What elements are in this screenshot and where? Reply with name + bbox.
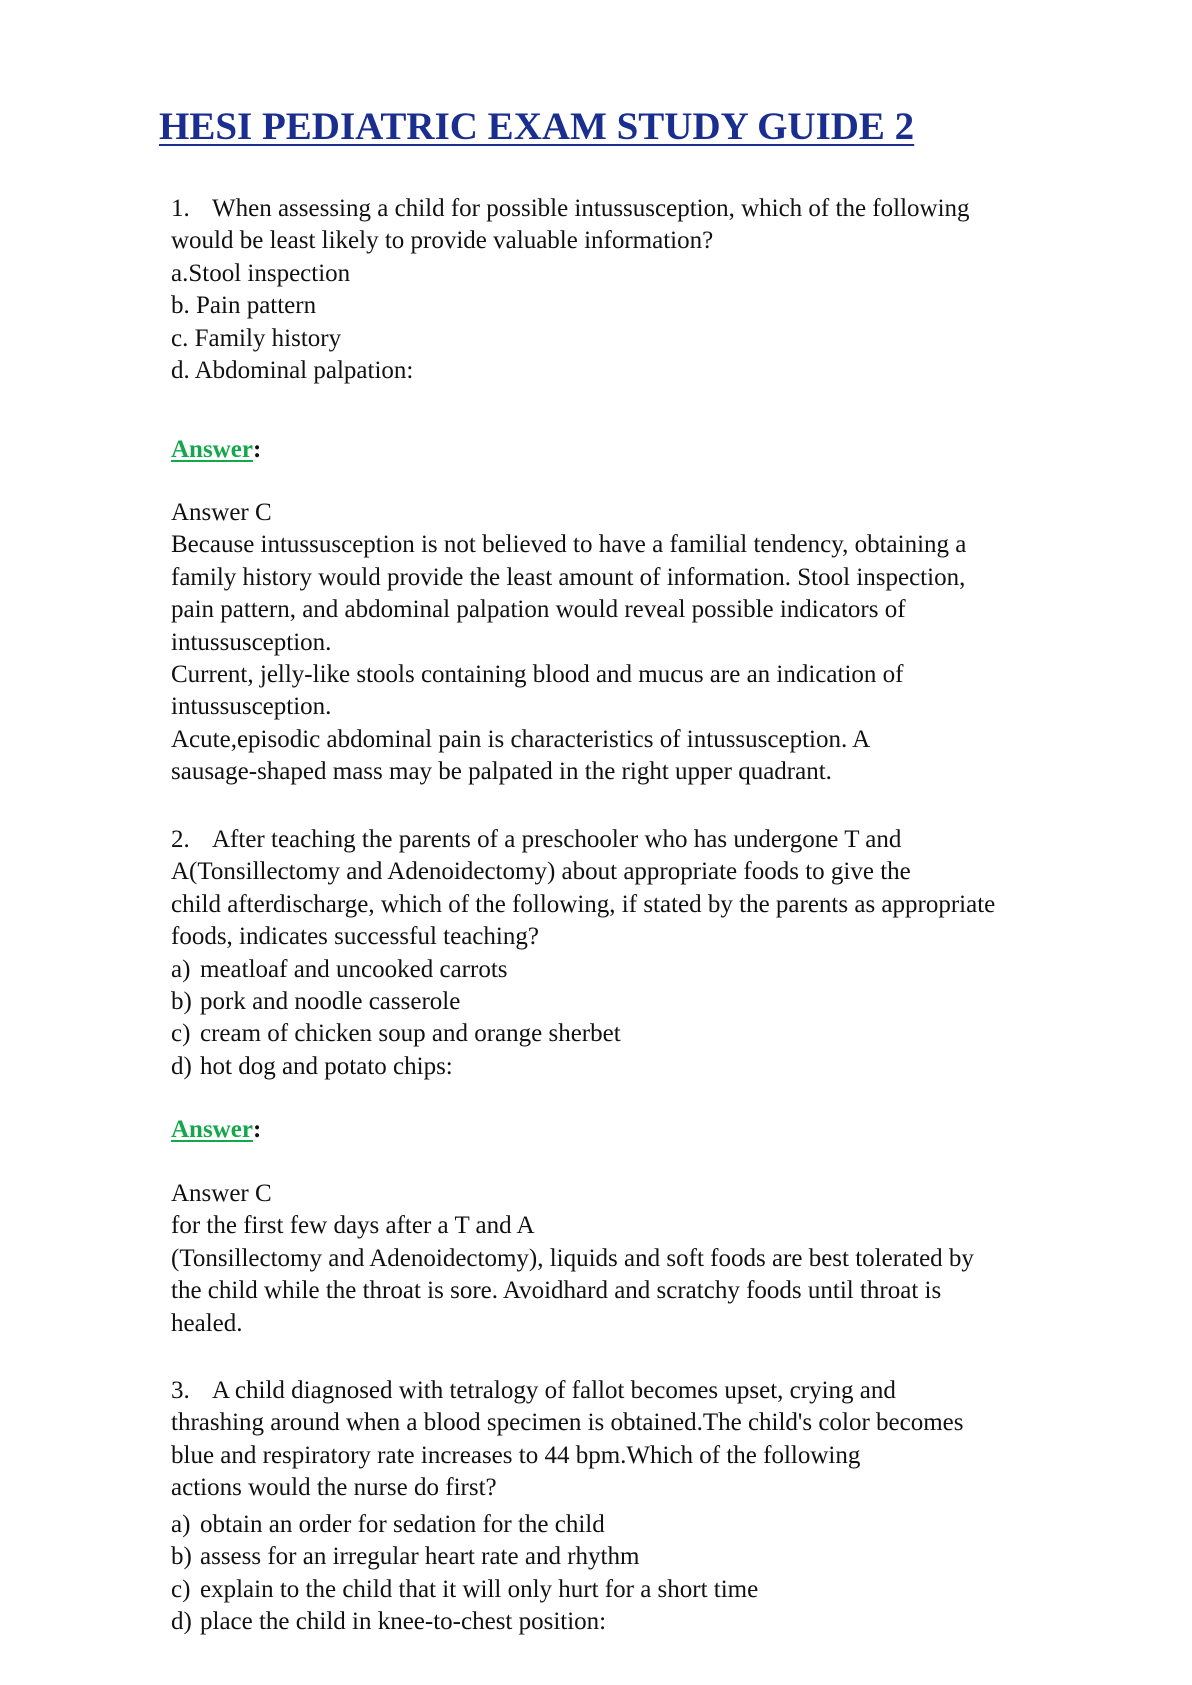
answer-1-line: family history would provide the least amount of information. Stool inspection, [171,563,966,591]
question-2-line: foods, indicates successful teaching? [171,923,539,951]
question-2-line: child afterdischarge, which of the following, if stated by the parents as appropriate [171,890,996,918]
answer-1-line: pain pattern, and abdominal palpation would reveal possible indicators of [171,596,906,624]
option-letter: a) [171,1511,191,1538]
question-2-option-a [171,954,1111,986]
option-text: cream of chicken soup and orange sherbet [200,1020,621,1048]
question-3-option-b [171,1541,1111,1573]
question-2-text: After teaching the parents of a preschooler who has undergone T and [212,826,902,853]
question-1-line [171,193,1111,225]
question-1-option-b: b. Pain pattern [171,292,317,320]
question-3 [171,1375,1111,1505]
question-3-option-a [171,1509,1111,1541]
question-2-option-c [171,1018,1111,1050]
answer-label: Answer [171,1116,253,1143]
question-1-text: When assessing a child for possible intussusception, which of the following [212,195,970,222]
answer-2-line: for the first few days after a T and A [171,1212,535,1240]
question-2-number: 2. [171,826,190,853]
option-text: hot dog and potato chips: [200,1052,453,1080]
answer-heading-2 [171,1114,261,1146]
answer-2-line: the child while the throat is sore. Avoidhard and scratchy foods until throat is [171,1277,942,1305]
question-3-line: thrashing around when a blood specimen is obtained.The child's color becomes [171,1409,964,1437]
answer-2-line: (Tonsillectomy and Adenoidectomy), liquids and soft foods are best tolerated by [171,1244,974,1272]
document-title: HESI PEDIATRIC EXAM STUDY GUIDE 2 [159,105,915,148]
question-3-option-c [171,1574,1111,1606]
answer-1 [171,497,1111,789]
option-letter: c) [171,1020,191,1048]
answer-1-line: sausage-shaped mass may be palpated in the right upper quadrant. [171,758,832,786]
answer-heading-1 [171,434,261,466]
question-1-option-a: a.Stool inspection [171,259,351,287]
answer-label: Answer [171,436,253,463]
question-3-line: actions would the nurse do first? [171,1474,497,1502]
option-letter: b) [171,1543,192,1571]
answer-1-line: intussusception. [171,628,332,656]
question-3-line: blue and respiratory rate increases to 44 bpm.Which of the following [171,1441,861,1469]
question-1-option-c: c. Family history [171,324,342,352]
question-2-option-b [171,986,1111,1018]
option-letter: b) [171,988,192,1016]
question-2 [171,824,1111,1083]
answer-colon: : [252,1116,262,1143]
option-text: explain to the child that it will only hurt for a short time [200,1575,759,1603]
answer-1-line: intussusception. [171,693,332,721]
question-2-line: A(Tonsillectomy and Adenoidectomy) about appropriate foods to give the [171,858,911,886]
option-text: pork and noodle casserole [200,988,461,1016]
option-letter: a) [171,955,191,983]
answer-1-line: Current, jelly-like stools containing blood and mucus are an indication of [171,661,904,689]
answer-2-line: healed. [171,1309,243,1337]
question-1-line: would be least likely to provide valuable information? [171,227,714,255]
answer-1-line: Answer C [171,499,272,526]
question-2-option-d [171,1051,1111,1083]
question-3-text: A child diagnosed with tetralogy of fallot becomes upset, crying and [212,1377,896,1404]
option-letter: c) [171,1575,191,1603]
answer-1-line: Acute,episodic abdominal pain is characteristics of intussusception. A [171,725,871,753]
question-1-number: 1. [171,195,190,222]
option-letter: d) [171,1052,192,1080]
option-letter: d) [171,1608,192,1636]
question-2-line [171,824,1111,856]
question-3-option-d [171,1606,1111,1638]
option-text: place the child in knee-to-chest position: [200,1608,607,1636]
question-3-line [171,1375,1111,1407]
question-1 [171,193,1111,387]
option-text: assess for an irregular heart rate and rhythm [200,1543,640,1571]
option-text: obtain an order for sedation for the child [200,1511,605,1538]
question-3-options [171,1509,1111,1639]
question-1-option-d: d. Abdominal palpation: [171,357,414,385]
option-text: meatloaf and uncooked carrots [200,955,508,983]
question-3-number: 3. [171,1377,190,1404]
answer-2 [171,1178,1111,1340]
answer-colon: : [252,436,262,463]
answer-1-line: Because intussusception is not believed to have a familial tendency, obtaining a [171,531,967,559]
answer-2-line: Answer C [171,1180,272,1207]
